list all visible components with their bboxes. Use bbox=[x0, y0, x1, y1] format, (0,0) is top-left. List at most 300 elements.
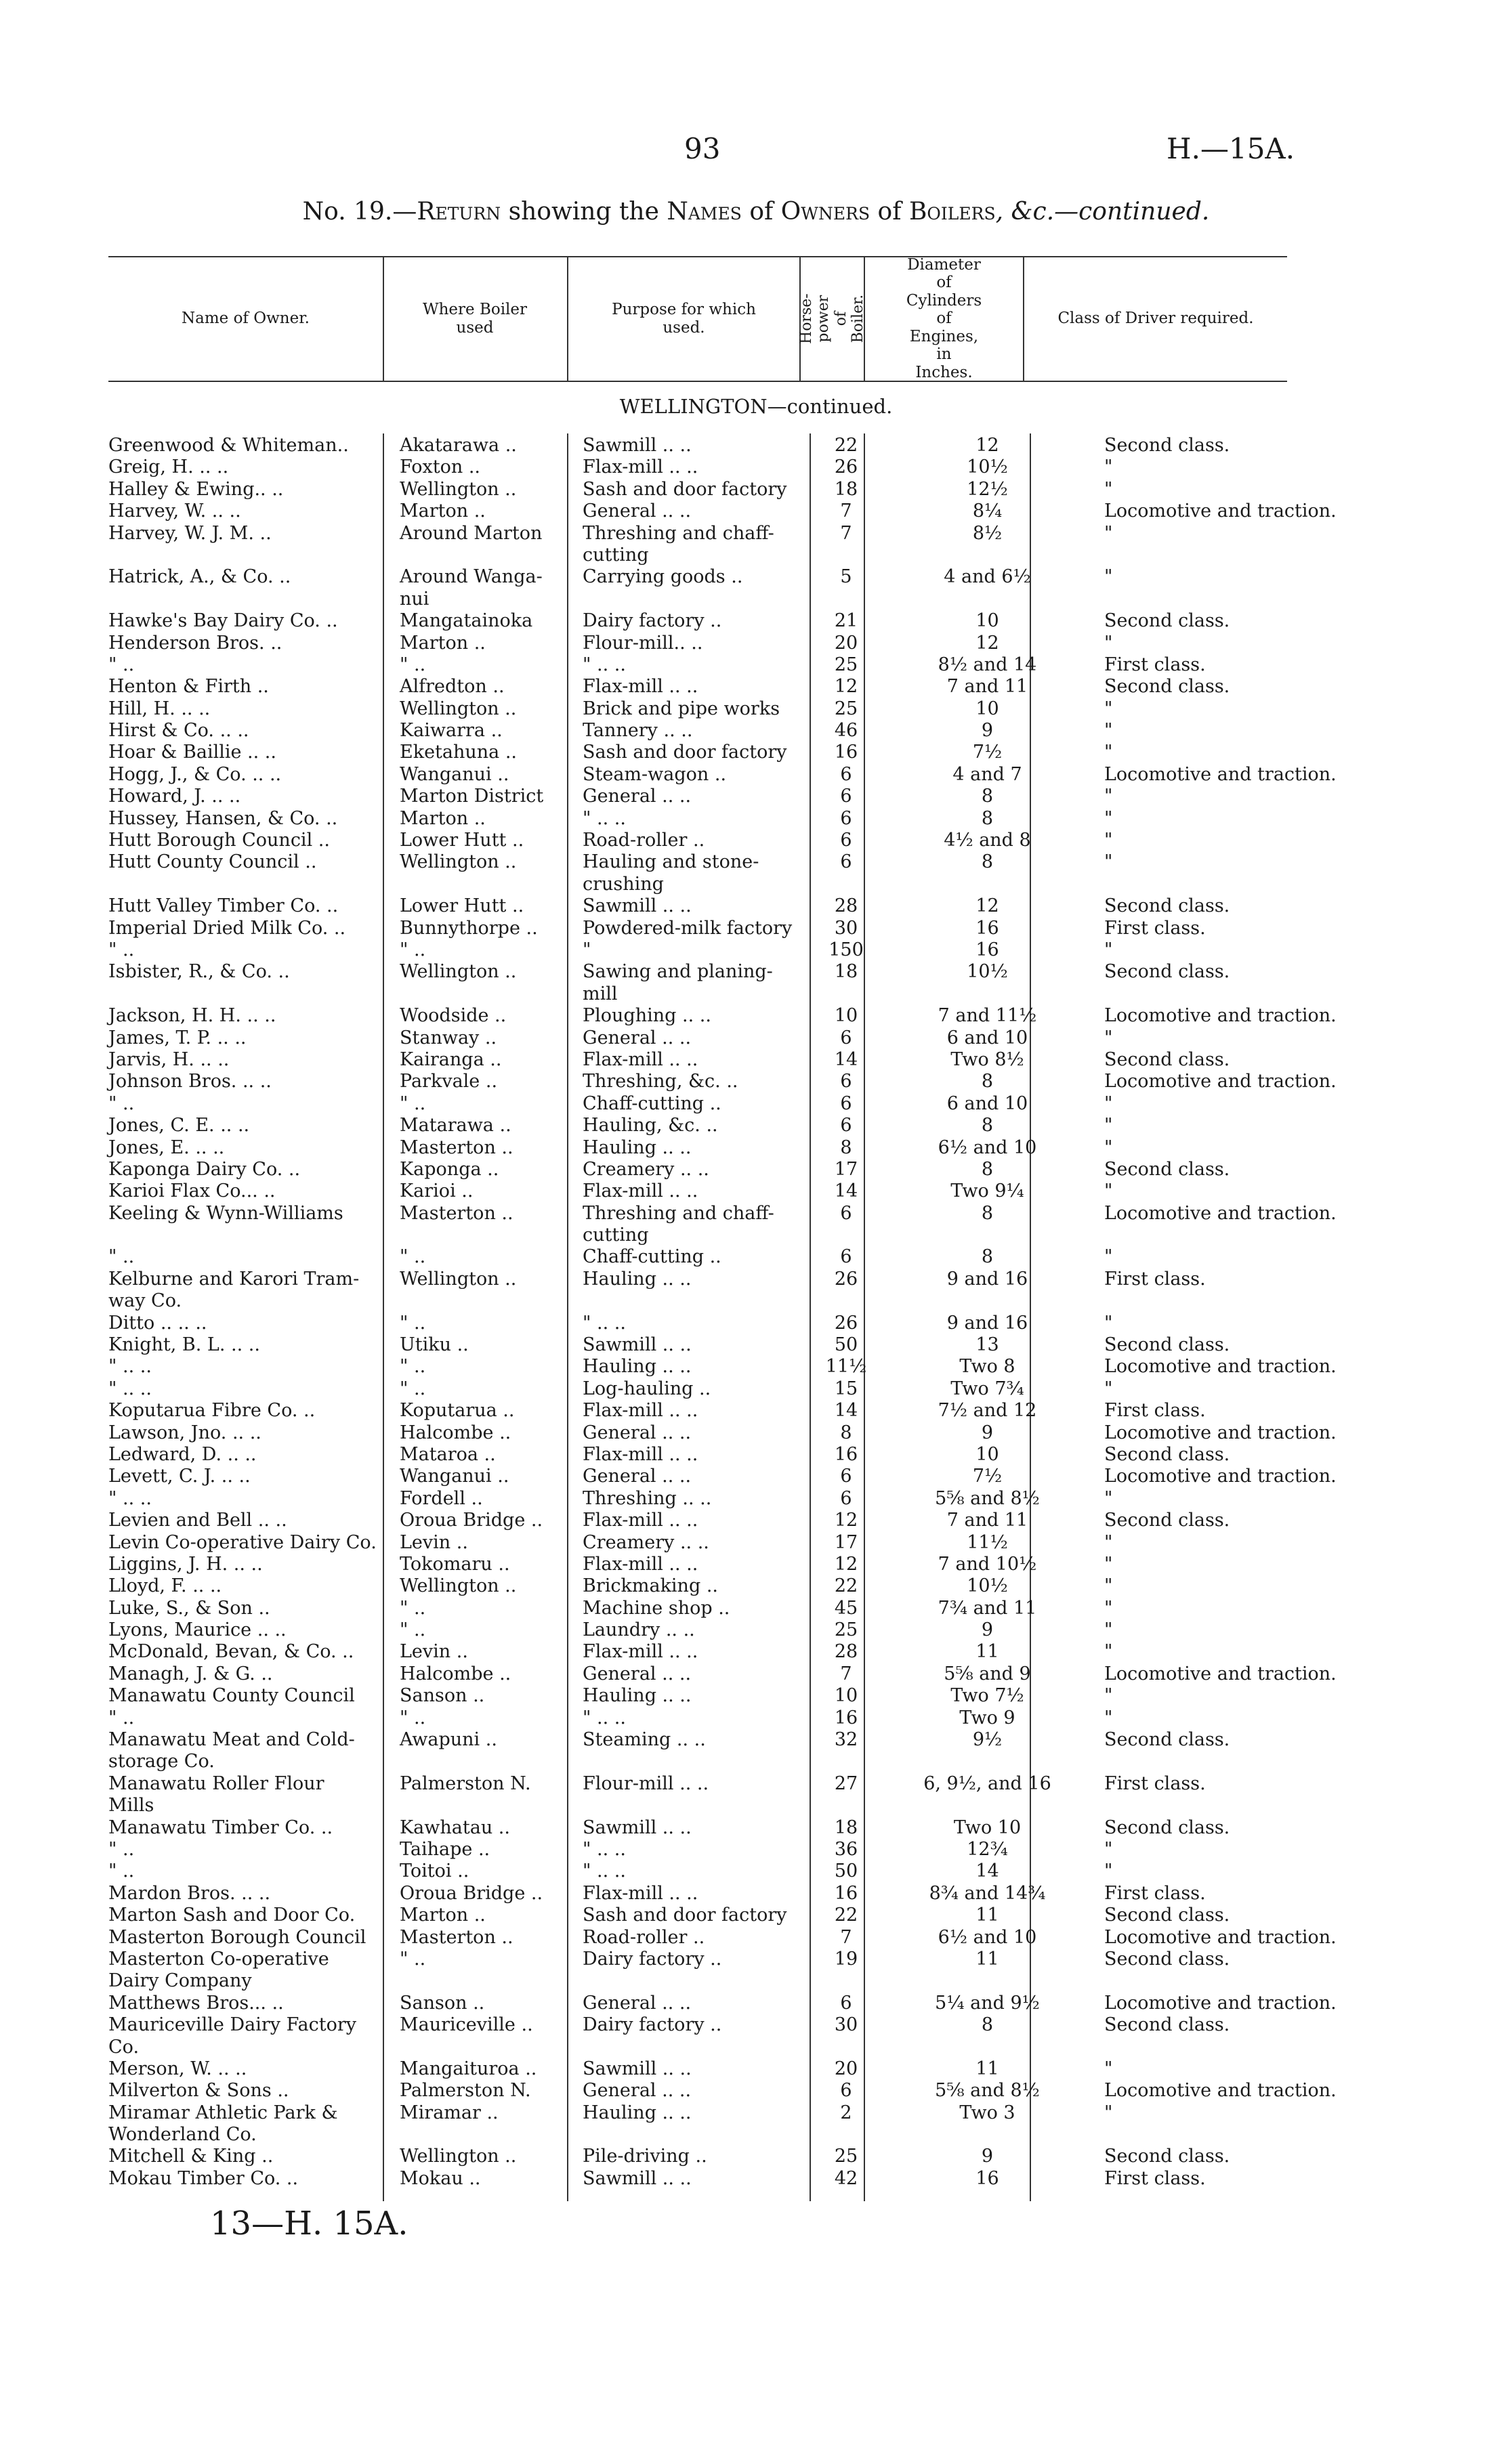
driver-class: Locomotive and traction. bbox=[1104, 763, 1337, 785]
boiler-location: Kaponga .. bbox=[400, 1158, 499, 1180]
boiler-purpose: Threshing and chaff- bbox=[583, 1202, 774, 1224]
boiler-purpose: Flax-mill .. .. bbox=[583, 1882, 698, 1904]
header-owner: Name of Owner. bbox=[182, 310, 310, 328]
cylinder-diameter: 12 bbox=[975, 632, 999, 654]
owner-name: Manawatu County Council bbox=[108, 1685, 355, 1707]
owner-name: Howard, J. .. .. bbox=[108, 786, 241, 807]
table-row bbox=[108, 895, 1287, 917]
driver-class: Locomotive and traction. bbox=[1104, 1926, 1337, 1948]
header-hp-text: Horse-power of Boiler. bbox=[797, 293, 866, 344]
header-top-rule bbox=[108, 256, 1287, 257]
horse-power: 16 bbox=[834, 1443, 858, 1465]
horse-power: 10 bbox=[834, 1005, 858, 1027]
cylinder-diameter: 7 and 10½ bbox=[938, 1553, 1037, 1575]
header-driver: Class of Driver required. bbox=[1057, 310, 1254, 328]
boiler-purpose: " .. .. bbox=[583, 807, 626, 829]
boiler-location: " .. bbox=[400, 939, 426, 960]
boiler-purpose: Flax-mill .. .. bbox=[583, 1048, 698, 1070]
cylinder-diameter: 6, 9½, and 16 bbox=[923, 1772, 1051, 1794]
driver-class: First class. bbox=[1104, 654, 1206, 675]
driver-class: " bbox=[1104, 522, 1113, 544]
owner-name: Jackson, H. H. .. .. bbox=[108, 1005, 276, 1027]
driver-class: " bbox=[1104, 720, 1113, 742]
horse-power: 25 bbox=[834, 1619, 858, 1641]
horse-power: 6 bbox=[840, 1202, 852, 1224]
boiler-location: Sanson .. bbox=[400, 1992, 485, 2014]
owner-name: Managh, J. & G. .. bbox=[108, 1663, 273, 1684]
table-row bbox=[108, 874, 1287, 895]
boiler-purpose: Flax-mill .. .. bbox=[583, 1181, 698, 1202]
boiler-location: Levin .. bbox=[400, 1641, 468, 1663]
horse-power: 18 bbox=[834, 478, 858, 500]
horse-power: 19 bbox=[834, 1948, 858, 1970]
boiler-purpose: Sawmill .. .. bbox=[583, 1334, 692, 1356]
boiler-purpose: " .. .. bbox=[583, 1861, 626, 1882]
cylinder-diameter: 11 bbox=[975, 1948, 999, 1970]
boiler-purpose: Hauling .. .. bbox=[583, 1137, 692, 1158]
table-row bbox=[108, 830, 1287, 851]
table-row bbox=[108, 698, 1287, 720]
horse-power: 17 bbox=[834, 1531, 858, 1553]
owner-name: Co. bbox=[108, 2036, 140, 2058]
driver-class: Second class. bbox=[1104, 2146, 1230, 2167]
boiler-location: " .. bbox=[400, 1378, 426, 1399]
boiler-purpose: General .. .. bbox=[583, 786, 692, 807]
boiler-location: Tokomaru .. bbox=[400, 1553, 510, 1575]
cylinder-diameter: Two 9 bbox=[959, 1707, 1015, 1728]
table-row bbox=[108, 1554, 1287, 1575]
horse-power: 50 bbox=[834, 1861, 858, 1882]
boiler-purpose: General .. .. bbox=[583, 1422, 692, 1443]
horse-power: 6 bbox=[840, 1115, 852, 1137]
cylinder-diameter: 8 bbox=[981, 1246, 994, 1268]
boiler-purpose: Sash and door factory bbox=[583, 742, 787, 763]
cylinder-diameter: Two 10 bbox=[953, 1817, 1022, 1838]
boiler-purpose: crushing bbox=[583, 873, 664, 895]
boiler-location: Koputarua .. bbox=[400, 1400, 515, 1422]
horse-power: 36 bbox=[834, 1839, 858, 1860]
cylinder-diameter: 8 bbox=[981, 851, 994, 873]
cylinder-diameter: 13 bbox=[975, 1334, 999, 1356]
table-row bbox=[108, 918, 1287, 939]
table-row bbox=[108, 1839, 1287, 1861]
horse-power: 25 bbox=[834, 654, 858, 675]
owner-name: Masterton Borough Council bbox=[108, 1926, 366, 1948]
driver-class: First class. bbox=[1104, 1268, 1206, 1290]
boiler-purpose: Hauling .. .. bbox=[583, 1268, 692, 1290]
boiler-location: Awapuni .. bbox=[400, 1729, 497, 1751]
driver-class: " bbox=[1104, 807, 1113, 829]
owner-name: James, T. P. .. .. bbox=[108, 1027, 247, 1048]
cylinder-diameter: 8 bbox=[981, 786, 994, 807]
owner-name: Matthews Bros... .. bbox=[108, 1992, 284, 2014]
boiler-location: Lower Hutt .. bbox=[400, 830, 524, 851]
boiler-location: Mangatainoka bbox=[400, 610, 533, 632]
horse-power: 18 bbox=[834, 1817, 858, 1838]
owner-name: Koputaruа Fibre Co. .. bbox=[108, 1400, 316, 1422]
boiler-location: Taihape .. bbox=[400, 1839, 490, 1860]
owner-name: Levett, C. J. .. .. bbox=[108, 1466, 251, 1487]
cylinder-diameter: 8 bbox=[981, 1115, 994, 1137]
table-row bbox=[108, 1313, 1287, 1334]
horse-power: 14 bbox=[834, 1400, 858, 1422]
boiler-purpose: Sawmill .. .. bbox=[583, 1817, 692, 1838]
boiler-purpose: General .. .. bbox=[583, 1027, 692, 1048]
driver-class: " bbox=[1104, 1378, 1113, 1399]
table-row bbox=[108, 1575, 1287, 1597]
boiler-purpose: Log-hauling .. bbox=[583, 1378, 711, 1399]
table-row bbox=[108, 742, 1287, 763]
owner-name: Dairy Company bbox=[108, 1970, 252, 1992]
boiler-location: Kawhatau .. bbox=[400, 1817, 510, 1838]
boiler-purpose: Chaff-cutting .. bbox=[583, 1092, 721, 1114]
owner-name: Milverton & Sons .. bbox=[108, 2080, 289, 2102]
boiler-location: " .. bbox=[400, 1597, 426, 1619]
driver-class: " bbox=[1104, 566, 1113, 588]
boiler-location: Halcombe .. bbox=[400, 1663, 511, 1684]
boiler-location: Mangaituroa .. bbox=[400, 2058, 537, 2079]
boiler-purpose: Steam-wagon .. bbox=[583, 763, 727, 785]
boiler-location: Levin .. bbox=[400, 1531, 468, 1553]
table-row bbox=[108, 851, 1287, 873]
boiler-purpose: Brickmaking .. bbox=[583, 1575, 718, 1597]
driver-class: First class. bbox=[1104, 1400, 1206, 1422]
owner-name: Lawson, Jno. .. .. bbox=[108, 1422, 261, 1443]
table-row bbox=[108, 456, 1287, 478]
cylinder-diameter: 6 and 10 bbox=[946, 1027, 1028, 1048]
driver-class: " bbox=[1104, 786, 1113, 807]
table-row bbox=[108, 435, 1287, 456]
horse-power: 16 bbox=[834, 1707, 858, 1728]
owner-name: Hussey, Hansen, & Co. .. bbox=[108, 807, 338, 829]
owner-name: Hutt County Council .. bbox=[108, 851, 317, 873]
driver-class: " bbox=[1104, 1092, 1113, 1114]
owner-name: Henderson Bros. .. bbox=[108, 632, 282, 654]
table-row bbox=[108, 676, 1287, 698]
driver-class: Second class. bbox=[1104, 435, 1230, 456]
horse-power: 5 bbox=[840, 566, 852, 588]
horse-power: 25 bbox=[834, 698, 858, 719]
driver-class: Locomotive and traction. bbox=[1104, 501, 1337, 522]
horse-power: 42 bbox=[834, 2167, 858, 2189]
owner-name: Hawke's Bay Dairy Co. .. bbox=[108, 610, 338, 632]
owner-name: Harvey, W. J. M. .. bbox=[108, 522, 272, 544]
table-row bbox=[108, 1926, 1337, 1949]
cylinder-diameter: 8 bbox=[981, 1202, 994, 1224]
owner-name: Wonderland Co. bbox=[108, 2124, 257, 2146]
driver-class: " bbox=[1104, 632, 1113, 654]
table-row bbox=[108, 1817, 1287, 1839]
horse-power: 6 bbox=[840, 1246, 852, 1268]
cylinder-diameter: 11 bbox=[975, 2058, 999, 2079]
boiler-location: Marton .. bbox=[400, 501, 486, 522]
driver-class: " bbox=[1104, 1531, 1113, 1553]
table-row bbox=[108, 1356, 1337, 1378]
cylinder-diameter: 9 bbox=[981, 1619, 994, 1641]
boiler-location: Wanganui .. bbox=[400, 763, 509, 785]
cylinder-diameter: 16 bbox=[975, 939, 999, 960]
cylinder-diameter: Two 3 bbox=[959, 2102, 1015, 2123]
driver-class: " bbox=[1104, 851, 1113, 873]
table-row bbox=[108, 1334, 1287, 1356]
driver-class: Locomotive and traction. bbox=[1104, 1005, 1337, 1027]
driver-class: " bbox=[1104, 698, 1113, 719]
boiler-location: Masterton .. bbox=[400, 1926, 513, 1948]
driver-class: Second class. bbox=[1104, 676, 1230, 698]
boiler-location: nui bbox=[400, 588, 429, 610]
cylinder-diameter: Two 7¾ bbox=[950, 1378, 1024, 1399]
boiler-purpose: Pile-driving .. bbox=[583, 2146, 707, 2167]
table-row bbox=[108, 2168, 1287, 2190]
table-row bbox=[108, 2124, 1287, 2146]
driver-class: " bbox=[1104, 1181, 1113, 1202]
owner-name: Miramar Athletic Park & bbox=[108, 2102, 338, 2123]
table-row bbox=[108, 939, 1287, 961]
owner-name: Halley & Ewing.. .. bbox=[108, 478, 284, 500]
owner-name: " .. bbox=[108, 1839, 135, 1860]
driver-class: " bbox=[1104, 1619, 1113, 1641]
owner-name: Hatrick, A., & Co. .. bbox=[108, 566, 291, 588]
boiler-location: Wellington .. bbox=[400, 2146, 517, 2167]
horse-power: 20 bbox=[834, 2058, 858, 2079]
cylinder-diameter: 10 bbox=[975, 610, 999, 632]
driver-class: Second class. bbox=[1104, 2014, 1230, 2036]
owner-name: Knight, B. L. .. .. bbox=[108, 1334, 260, 1356]
table-row bbox=[108, 1532, 1287, 1554]
owner-name: Greenwood & Whiteman.. bbox=[108, 435, 349, 456]
table-row bbox=[108, 1290, 1287, 1312]
horse-power: 7 bbox=[840, 1926, 852, 1948]
table-row bbox=[108, 1181, 1287, 1202]
boiler-purpose: Steaming .. .. bbox=[583, 1729, 706, 1751]
owner-name: Kaponga Dairy Co. .. bbox=[108, 1158, 301, 1180]
boiler-location: Mokau .. bbox=[400, 2167, 481, 2189]
table-row bbox=[108, 1115, 1287, 1137]
boiler-location: Wellington .. bbox=[400, 698, 517, 719]
cylinder-diameter: 9 bbox=[981, 1422, 994, 1443]
table-row bbox=[108, 1422, 1337, 1444]
boiler-purpose: " .. .. bbox=[583, 654, 626, 675]
boiler-location: Woodside .. bbox=[400, 1005, 507, 1027]
boiler-location: Kaiwarra .. bbox=[400, 720, 503, 742]
horse-power: 12 bbox=[834, 1553, 858, 1575]
boiler-location: Marton .. bbox=[400, 1905, 486, 1926]
horse-power: 7 bbox=[840, 501, 852, 522]
boiler-purpose: Flax-mill .. .. bbox=[583, 1553, 698, 1575]
driver-class: " bbox=[1104, 1575, 1113, 1597]
boiler-location: Akatarawa .. bbox=[400, 435, 517, 456]
table-row bbox=[108, 1795, 1287, 1817]
driver-class: Locomotive and traction. bbox=[1104, 2080, 1337, 2102]
cylinder-diameter: Two 8½ bbox=[950, 1048, 1024, 1070]
owner-name: Hogg, J., & Co. .. .. bbox=[108, 763, 282, 785]
boiler-location: Masterton .. bbox=[400, 1137, 513, 1158]
boiler-purpose: Road-roller .. bbox=[583, 830, 705, 851]
boiler-location: Wellington .. bbox=[400, 1575, 517, 1597]
table-row bbox=[108, 1883, 1287, 1905]
owner-name: McDonald, Bevan, & Co. .. bbox=[108, 1641, 354, 1663]
cylinder-diameter: Two 8 bbox=[959, 1356, 1015, 1378]
owner-name: Lloyd, F. .. .. bbox=[108, 1575, 222, 1597]
cylinder-diameter: 9 bbox=[981, 2146, 994, 2167]
owner-name: Luke, S., & Son .. bbox=[108, 1597, 270, 1619]
horse-power: 30 bbox=[834, 2014, 858, 2036]
boiler-purpose: " .. .. bbox=[583, 1839, 626, 1860]
title-names: Names bbox=[667, 198, 742, 226]
boiler-purpose: Tannery .. .. bbox=[583, 720, 693, 742]
title-suffix: , &c.—continued. bbox=[995, 198, 1210, 226]
owner-name: Hoar & Baillie .. .. bbox=[108, 742, 276, 763]
cylinder-diameter: 12 bbox=[975, 895, 999, 917]
driver-class: First class. bbox=[1104, 1882, 1206, 1904]
driver-class: " bbox=[1104, 830, 1113, 851]
owner-name: Karioi Flax Co... .. bbox=[108, 1181, 276, 1202]
horse-power: 8 bbox=[840, 1422, 852, 1443]
boiler-purpose: General .. .. bbox=[583, 1466, 692, 1487]
boiler-purpose: Creamery .. .. bbox=[583, 1531, 709, 1553]
horse-power: 22 bbox=[834, 435, 858, 456]
horse-power: 6 bbox=[840, 1466, 852, 1487]
title-boilers: Boilers bbox=[908, 198, 996, 226]
driver-class: First class. bbox=[1104, 1772, 1206, 1794]
cylinder-diameter: 8 bbox=[981, 807, 994, 829]
driver-class: " bbox=[1104, 1553, 1113, 1575]
owner-name: Hutt Valley Timber Co. .. bbox=[108, 895, 339, 917]
boiler-purpose: Threshing .. .. bbox=[583, 1487, 712, 1509]
table-row bbox=[108, 1751, 1287, 1772]
title-mid3: of bbox=[870, 198, 909, 226]
driver-class: Second class. bbox=[1104, 610, 1230, 632]
boiler-purpose: " .. .. bbox=[583, 1707, 626, 1728]
horse-power: 6 bbox=[840, 786, 852, 807]
cylinder-diameter: 6½ and 10 bbox=[938, 1926, 1037, 1948]
table-row bbox=[108, 1970, 1287, 1992]
boiler-location: Wellington .. bbox=[400, 851, 517, 873]
boiler-purpose: Carrying goods .. bbox=[583, 566, 743, 588]
boiler-purpose: General .. .. bbox=[583, 501, 692, 522]
boiler-table-body bbox=[108, 435, 1337, 2190]
driver-class: " bbox=[1104, 1641, 1113, 1663]
boiler-purpose: cutting bbox=[583, 544, 649, 566]
title-owners: Owners bbox=[780, 198, 870, 226]
driver-class: " bbox=[1104, 742, 1113, 763]
horse-power: 6 bbox=[840, 1992, 852, 2014]
boiler-location: " .. bbox=[400, 1619, 426, 1641]
boiler-purpose: Flour-mill.. .. bbox=[583, 632, 703, 654]
table-row bbox=[108, 2102, 1287, 2124]
horse-power: 7 bbox=[840, 522, 852, 544]
cylinder-diameter: 4 and 7 bbox=[952, 763, 1022, 785]
horse-power: 6 bbox=[840, 851, 852, 873]
driver-class: Second class. bbox=[1104, 1048, 1230, 1070]
owner-name: Hill, H. .. .. bbox=[108, 698, 211, 719]
table-row bbox=[108, 1049, 1287, 1071]
header-hp bbox=[797, 263, 866, 375]
table-row bbox=[108, 1685, 1287, 1707]
boiler-purpose: Sawmill .. .. bbox=[583, 895, 692, 917]
horse-power: 21 bbox=[834, 610, 858, 632]
owner-name: Merson, W. .. .. bbox=[108, 2058, 247, 2079]
owner-name: Manawatu Timber Co. .. bbox=[108, 1817, 333, 1838]
boiler-purpose: Creamery .. .. bbox=[583, 1158, 709, 1180]
cylinder-diameter: 16 bbox=[975, 917, 999, 939]
boiler-purpose: General .. .. bbox=[583, 1992, 692, 2014]
cylinder-diameter: 11 bbox=[975, 1905, 999, 1926]
cylinder-diameter: 10 bbox=[975, 1443, 999, 1465]
table-row bbox=[108, 1137, 1287, 1159]
horse-power: 22 bbox=[834, 1575, 858, 1597]
boiler-location: Masterton .. bbox=[400, 1202, 513, 1224]
boiler-location: Foxton .. bbox=[400, 456, 480, 478]
boiler-purpose: Hauling .. .. bbox=[583, 1356, 692, 1378]
boiler-location: Halcombe .. bbox=[400, 1422, 511, 1443]
owner-name: Manawatu Meat and Cold- bbox=[108, 1729, 355, 1751]
table-row bbox=[108, 2014, 1287, 2036]
horse-power: 14 bbox=[834, 1181, 858, 1202]
horse-power: 6 bbox=[840, 1487, 852, 1509]
owner-name: Kelburne and Karori Tram- bbox=[108, 1268, 360, 1290]
boiler-purpose: Dairy factory .. bbox=[583, 1948, 722, 1970]
boiler-purpose: Hauling and stone- bbox=[583, 851, 759, 873]
cylinder-diameter: 4 and 6½ bbox=[944, 566, 1031, 588]
driver-class: First class. bbox=[1104, 917, 1206, 939]
document-reference: H.—15A. bbox=[1167, 132, 1295, 165]
cylinder-diameter: 8½ and 14 bbox=[938, 654, 1037, 675]
cylinder-diameter: 7 and 11 bbox=[946, 1510, 1028, 1531]
boiler-location: Oroua Bridge .. bbox=[400, 1510, 543, 1531]
owner-name: Hirst & Co. .. .. bbox=[108, 720, 249, 742]
owner-name: Imperial Dried Milk Co. .. bbox=[108, 917, 346, 939]
table-row bbox=[108, 1269, 1287, 1290]
table-row bbox=[108, 2058, 1287, 2080]
cylinder-diameter: 11½ bbox=[967, 1531, 1008, 1553]
table-row bbox=[108, 786, 1287, 807]
boiler-location: Wellington .. bbox=[400, 478, 517, 500]
table-row bbox=[108, 1992, 1337, 2014]
table-row bbox=[108, 479, 1287, 501]
table-row bbox=[108, 545, 1287, 566]
horse-power: 18 bbox=[834, 961, 858, 983]
cylinder-diameter: 12¾ bbox=[967, 1839, 1008, 1860]
horse-power: 26 bbox=[834, 1268, 858, 1290]
boiler-purpose: Powdered-milk factory bbox=[583, 917, 793, 939]
boiler-location: Alfredton .. bbox=[400, 676, 505, 698]
owner-name: way Co. bbox=[108, 1290, 182, 1312]
boiler-purpose: Sash and door factory bbox=[583, 1905, 787, 1926]
owner-name: " .. bbox=[108, 1707, 135, 1728]
boiler-purpose: Threshing and chaff- bbox=[583, 522, 774, 544]
boiler-purpose: Dairy factory .. bbox=[583, 2014, 722, 2036]
cylinder-diameter: 6½ and 10 bbox=[938, 1137, 1037, 1158]
horse-power: 6 bbox=[840, 830, 852, 851]
cylinder-diameter: 12½ bbox=[967, 478, 1008, 500]
table-row bbox=[108, 720, 1287, 742]
table-row bbox=[108, 961, 1287, 983]
owner-name: " .. bbox=[108, 654, 135, 675]
driver-class: Second class. bbox=[1104, 895, 1230, 917]
driver-class: Locomotive and traction. bbox=[1104, 1466, 1337, 1487]
cylinder-diameter: 14 bbox=[975, 1861, 999, 1882]
cylinder-diameter: 10½ bbox=[967, 1575, 1008, 1597]
horse-power: 6 bbox=[840, 807, 852, 829]
horse-power: 30 bbox=[834, 917, 858, 939]
boiler-purpose: Laundry .. .. bbox=[583, 1619, 695, 1641]
header-purpose: Purpose for which used. bbox=[612, 301, 756, 337]
horse-power: 11½ bbox=[825, 1356, 867, 1378]
horse-power: 46 bbox=[834, 720, 858, 742]
table-row bbox=[108, 1641, 1287, 1663]
boiler-location: Toitoi .. bbox=[400, 1861, 469, 1882]
